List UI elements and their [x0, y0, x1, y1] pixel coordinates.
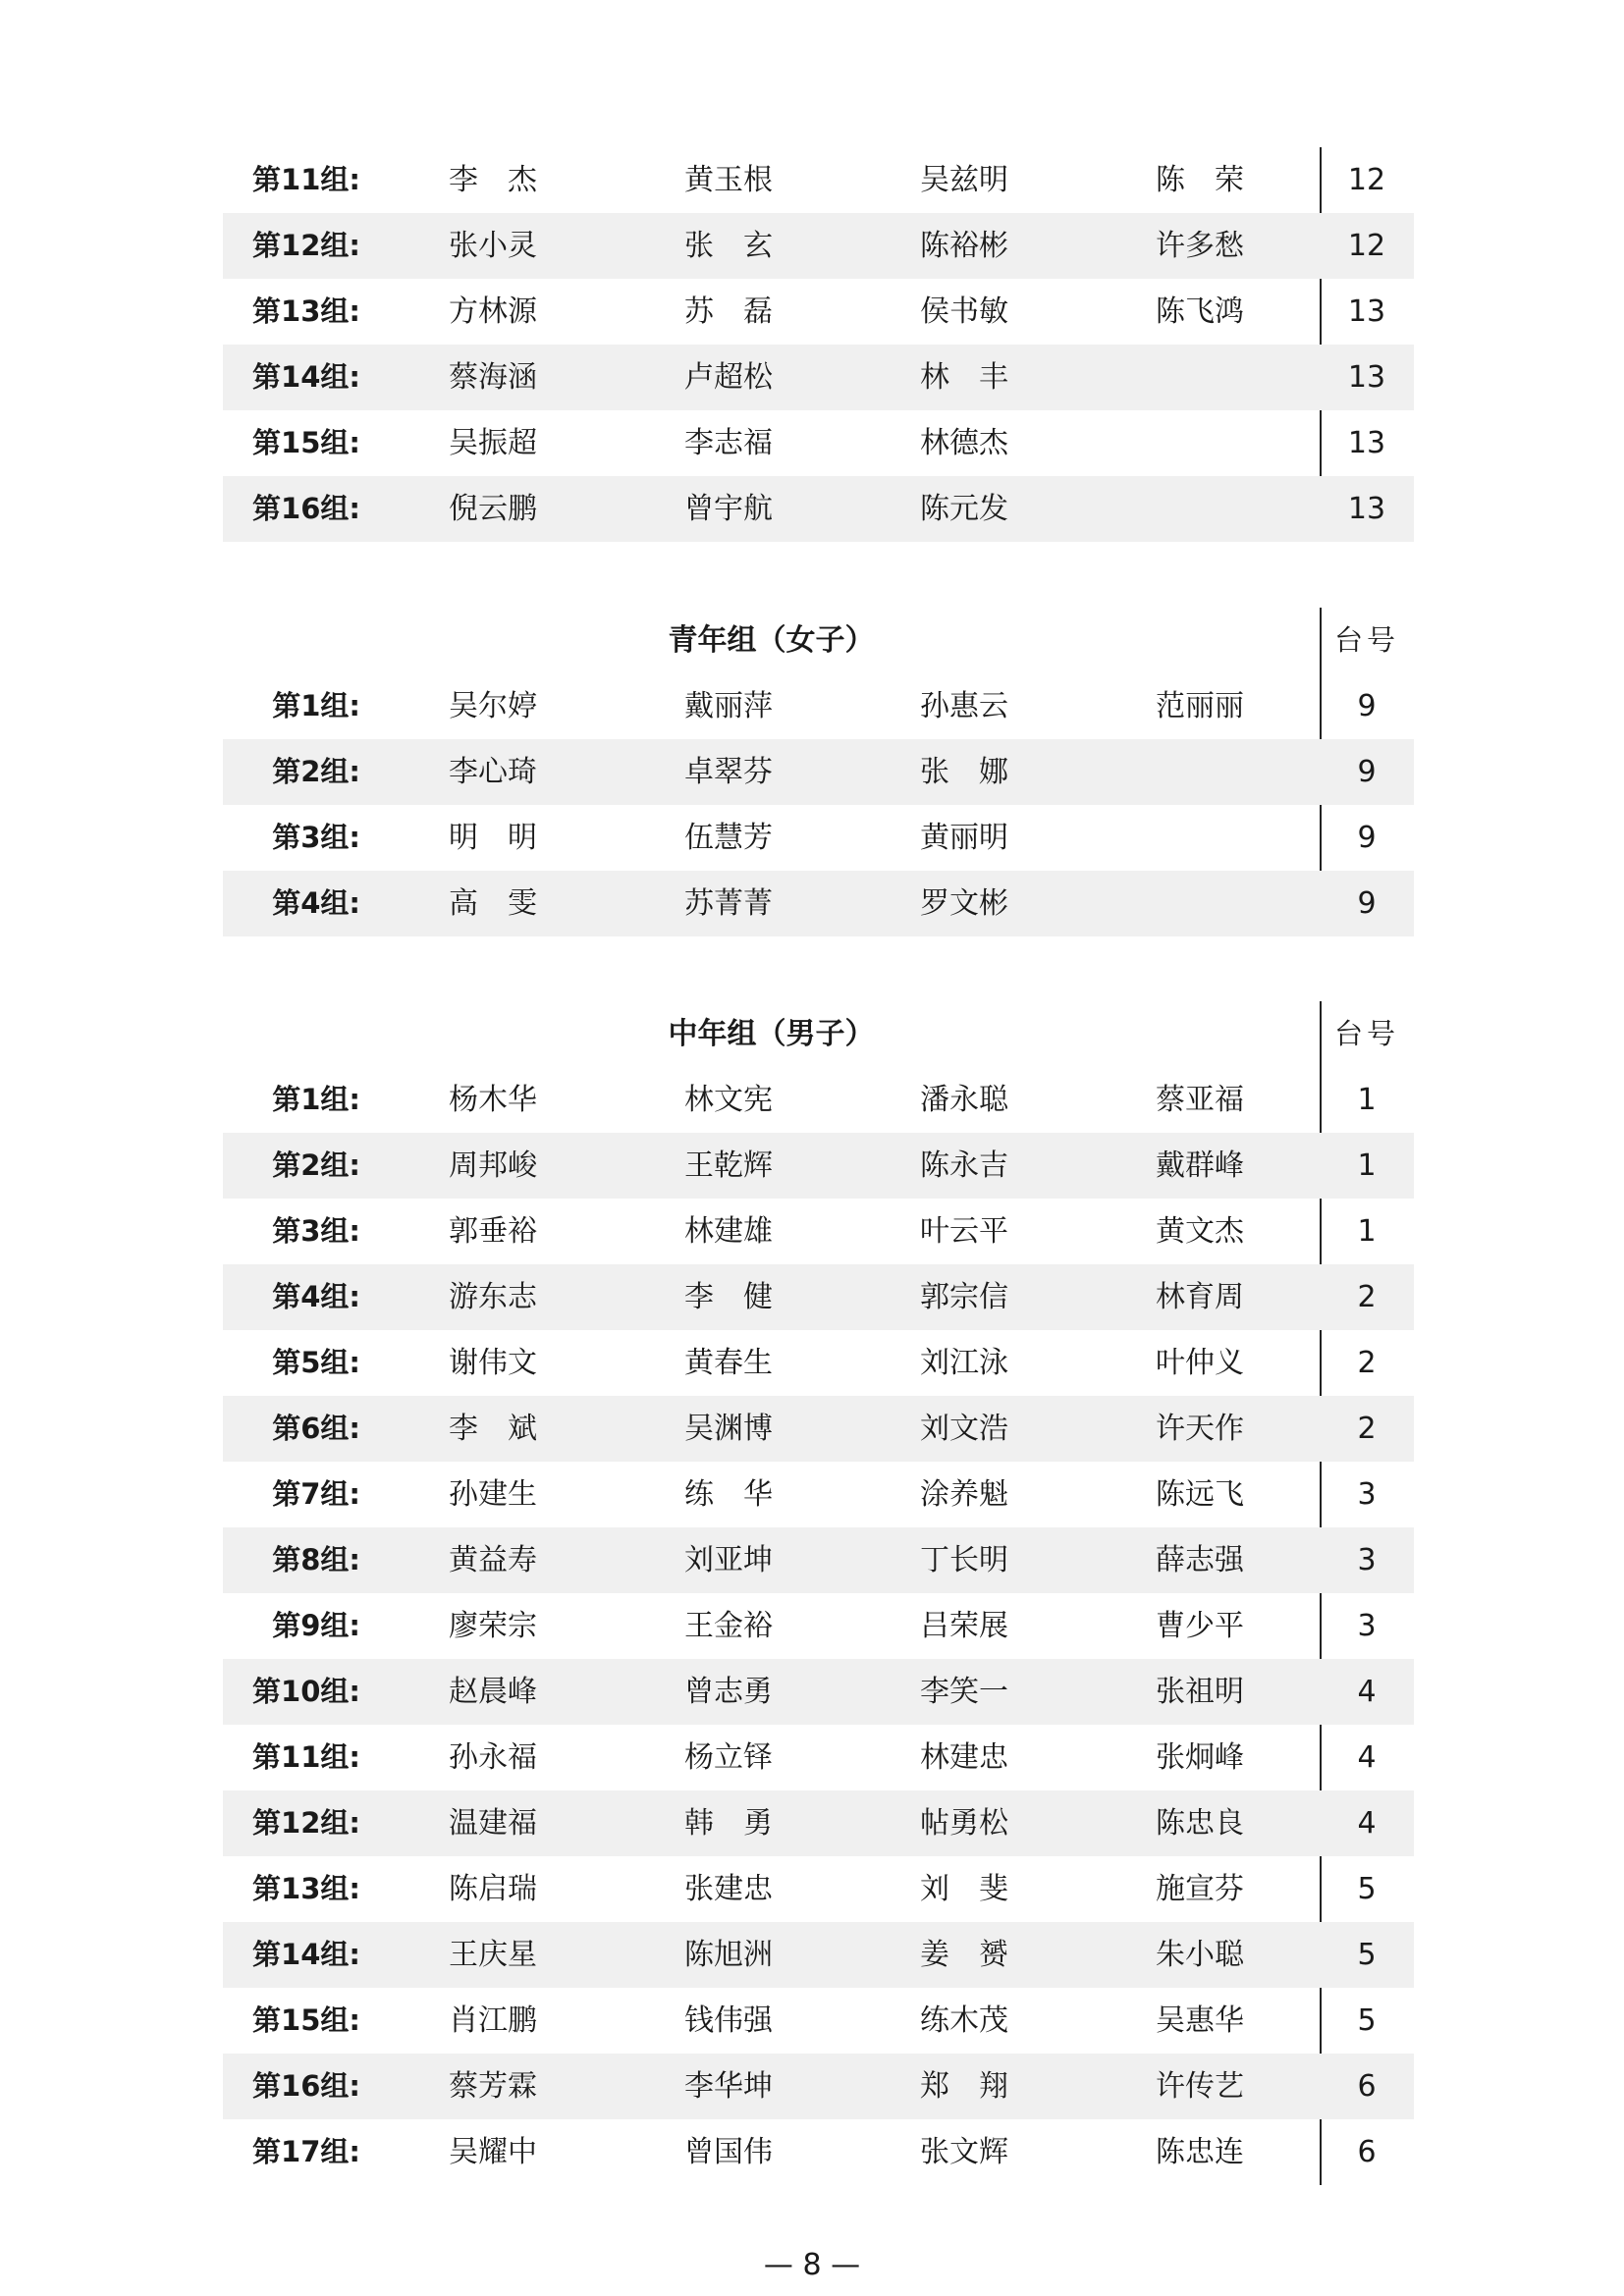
player-name: 杨立铎: [684, 1740, 773, 1775]
player-name: 张小灵: [449, 229, 537, 263]
player-name: 黄文杰: [1156, 1214, 1244, 1249]
group-label: 第7组:: [272, 1477, 360, 1511]
player-name: 曾国伟: [684, 2135, 773, 2169]
group-label: 第16组:: [252, 492, 360, 525]
player-name: 张 娜: [920, 755, 1008, 789]
group-label: 第10组:: [252, 1675, 360, 1708]
player-name: 温建福: [449, 1806, 537, 1841]
table-number-header: 台号: [1333, 623, 1399, 657]
player-name: 张 玄: [684, 229, 773, 263]
player-name: 孙永福: [449, 1740, 537, 1775]
table-number: 4: [1357, 1740, 1377, 1775]
group-label: 第14组:: [252, 360, 360, 394]
player-name: 陈启瑞: [449, 1872, 537, 1906]
table-row: [223, 1856, 1414, 1922]
group-label: 第9组:: [272, 1609, 360, 1642]
table-row: [223, 147, 1414, 213]
table-number: 13: [1347, 492, 1386, 526]
table-row: [223, 1725, 1414, 1790]
player-name: 曾宇航: [684, 492, 773, 526]
group-label: 第2组:: [272, 1148, 360, 1182]
group-label: 第15组:: [252, 2003, 360, 2037]
player-name: 许多愁: [1156, 229, 1244, 263]
player-name: 倪云鹏: [449, 492, 537, 526]
player-name: 陈 荣: [1156, 163, 1244, 197]
player-name: 薛志强: [1156, 1543, 1244, 1577]
table-row: [223, 1462, 1414, 1527]
table-number-header: 台号: [1333, 1017, 1399, 1050]
player-name: 刘文浩: [920, 1412, 1008, 1446]
player-name: 曹少平: [1156, 1609, 1244, 1643]
table-row: [223, 2054, 1414, 2119]
table-number: 5: [1357, 2003, 1377, 2038]
table-row: [223, 1133, 1414, 1199]
player-name: 陈裕彬: [920, 229, 1008, 263]
table-number: 12: [1347, 229, 1386, 263]
table-row: [223, 279, 1414, 345]
player-name: 卓翠芬: [684, 755, 773, 789]
player-name: 廖荣宗: [449, 1609, 537, 1643]
player-name: 吴耀中: [449, 2135, 537, 2169]
player-name: 蔡亚福: [1156, 1083, 1244, 1117]
section-title: 青年组（女子）: [668, 623, 875, 658]
table-number: 4: [1357, 1675, 1377, 1709]
table-number: 3: [1357, 1609, 1377, 1643]
table-row: [223, 476, 1414, 542]
player-name: 范丽丽: [1156, 689, 1244, 723]
table-row: [223, 2119, 1414, 2185]
table-number: 3: [1357, 1543, 1377, 1577]
player-name: 黄丽明: [920, 821, 1008, 855]
player-name: 苏 磊: [684, 294, 773, 329]
group-label: 第3组:: [272, 821, 360, 854]
table-row: [223, 213, 1414, 279]
player-name: 丁长明: [920, 1543, 1008, 1577]
player-name: 吕荣展: [920, 1609, 1008, 1643]
table-row: [223, 345, 1414, 410]
player-name: 黄玉根: [684, 163, 773, 197]
table-number: 12: [1347, 163, 1386, 197]
table-number: 6: [1357, 2135, 1377, 2169]
table-number: 9: [1357, 886, 1377, 921]
group-label: 第6组:: [272, 1412, 360, 1445]
table-number: 1: [1357, 1214, 1377, 1249]
group-label: 第12组:: [252, 229, 360, 262]
player-name: 朱小聪: [1156, 1938, 1244, 1972]
player-name: 郑 翔: [920, 2069, 1008, 2104]
table-row: [223, 1264, 1414, 1330]
player-name: 王庆星: [449, 1938, 537, 1972]
table-row: [223, 1593, 1414, 1659]
player-name: 陈忠良: [1156, 1806, 1244, 1841]
player-name: 李 斌: [449, 1412, 537, 1446]
table-number: 1: [1357, 1148, 1377, 1183]
player-name: 李笑一: [920, 1675, 1008, 1709]
table-number: 2: [1357, 1412, 1377, 1446]
table-number: 2: [1357, 1280, 1377, 1314]
table-number: 5: [1357, 1872, 1377, 1906]
player-name: 孙建生: [449, 1477, 537, 1512]
group-label: 第12组:: [252, 1806, 360, 1840]
player-name: 戴丽萍: [684, 689, 773, 723]
table-row: [223, 1330, 1414, 1396]
player-name: 许天作: [1156, 1412, 1244, 1446]
player-name: 林德杰: [920, 426, 1008, 460]
player-name: 明 明: [449, 821, 537, 855]
table-number: 9: [1357, 755, 1377, 789]
table-row: [223, 1922, 1414, 1988]
player-name: 林 丰: [920, 360, 1008, 395]
group-label: 第4组:: [272, 1280, 360, 1313]
group-label: 第14组:: [252, 1938, 360, 1971]
player-name: 游东志: [449, 1280, 537, 1314]
group-label: 第5组:: [272, 1346, 360, 1379]
group-label: 第1组:: [272, 1083, 360, 1116]
player-name: 戴群峰: [1156, 1148, 1244, 1183]
section-title: 中年组（男子）: [668, 1017, 875, 1051]
player-name: 陈元发: [920, 492, 1008, 526]
table-number: 13: [1347, 294, 1386, 329]
table-number: 13: [1347, 426, 1386, 460]
player-name: 孙惠云: [920, 689, 1008, 723]
player-name: 卢超松: [684, 360, 773, 395]
table-number: 5: [1357, 1938, 1377, 1972]
group-label: 第2组:: [272, 755, 360, 788]
group-label: 第15组:: [252, 426, 360, 459]
player-name: 陈飞鸿: [1156, 294, 1244, 329]
table-row: [223, 1988, 1414, 2054]
table-row: [223, 673, 1414, 739]
table-row: [223, 739, 1414, 805]
player-name: 练 华: [684, 1477, 773, 1512]
table-number: 2: [1357, 1346, 1377, 1380]
player-name: 韩 勇: [684, 1806, 773, 1841]
player-name: 赵晨峰: [449, 1675, 537, 1709]
player-name: 郭宗信: [920, 1280, 1008, 1314]
player-name: 吴兹明: [920, 163, 1008, 197]
section-middle-aged-men: [223, 1001, 1414, 2185]
table-number: 9: [1357, 689, 1377, 723]
player-name: 王金裕: [684, 1609, 773, 1643]
player-name: 林建忠: [920, 1740, 1008, 1775]
player-name: 肖江鹏: [449, 2003, 537, 2038]
player-name: 陈旭洲: [684, 1938, 773, 1972]
player-name: 黄益寿: [449, 1543, 537, 1577]
section-header: [223, 608, 1414, 673]
page-number: — 8 —: [763, 2248, 861, 2282]
table-number: 4: [1357, 1806, 1377, 1841]
player-name: 许传艺: [1156, 2069, 1244, 2104]
player-name: 张祖明: [1156, 1675, 1244, 1709]
group-label: 第11组:: [252, 1740, 360, 1774]
player-name: 叶云平: [920, 1214, 1008, 1249]
player-name: 刘 斐: [920, 1872, 1008, 1906]
player-name: 张建忠: [684, 1872, 773, 1906]
player-name: 涂养魁: [920, 1477, 1008, 1512]
player-name: 苏菁菁: [684, 886, 773, 921]
section-continued: [223, 147, 1414, 542]
group-label: 第13组:: [252, 1872, 360, 1905]
player-name: 黄春生: [684, 1346, 773, 1380]
player-name: 吴惠华: [1156, 2003, 1244, 2038]
table-row: [223, 1396, 1414, 1462]
player-name: 吴尔婷: [449, 689, 537, 723]
player-name: 高 雯: [449, 886, 537, 921]
section-youth-women: [223, 608, 1414, 936]
player-name: 曾志勇: [684, 1675, 773, 1709]
player-name: 刘亚坤: [684, 1543, 773, 1577]
player-name: 林文宪: [684, 1083, 773, 1117]
table-number: 9: [1357, 821, 1377, 855]
table-row: [223, 1199, 1414, 1264]
schedule-page: [223, 147, 1414, 2185]
player-name: 侯书敏: [920, 294, 1008, 329]
player-name: 练木茂: [920, 2003, 1008, 2038]
player-name: 伍慧芳: [684, 821, 773, 855]
section-header: [223, 1001, 1414, 1067]
player-name: 蔡海涵: [449, 360, 537, 395]
player-name: 李志福: [684, 426, 773, 460]
player-name: 郭垂裕: [449, 1214, 537, 1249]
player-name: 林建雄: [684, 1214, 773, 1249]
player-name: 李 健: [684, 1280, 773, 1314]
player-name: 叶仲义: [1156, 1346, 1244, 1380]
group-label: 第1组:: [272, 689, 360, 722]
player-name: 帖勇松: [920, 1806, 1008, 1841]
group-label: 第17组:: [252, 2135, 360, 2168]
player-name: 施宣芬: [1156, 1872, 1244, 1906]
player-name: 潘永聪: [920, 1083, 1008, 1117]
player-name: 张炯峰: [1156, 1740, 1244, 1775]
table-number: 3: [1357, 1477, 1377, 1512]
player-name: 吴振超: [449, 426, 537, 460]
group-label: 第16组:: [252, 2069, 360, 2103]
player-name: 陈远飞: [1156, 1477, 1244, 1512]
group-label: 第3组:: [272, 1214, 360, 1248]
player-name: 罗文彬: [920, 886, 1008, 921]
player-name: 林育周: [1156, 1280, 1244, 1314]
player-name: 姜 赟: [920, 1938, 1008, 1972]
table-number: 6: [1357, 2069, 1377, 2104]
player-name: 谢伟文: [449, 1346, 537, 1380]
group-label: 第11组:: [252, 163, 360, 196]
table-number: 13: [1347, 360, 1386, 395]
group-label: 第13组:: [252, 294, 360, 328]
player-name: 陈忠连: [1156, 2135, 1244, 2169]
table-row: [223, 1067, 1414, 1133]
table-row: [223, 871, 1414, 936]
table-row: [223, 1790, 1414, 1856]
table-row: [223, 410, 1414, 476]
player-name: 陈永吉: [920, 1148, 1008, 1183]
player-name: 李华坤: [684, 2069, 773, 2104]
player-name: 吴渊博: [684, 1412, 773, 1446]
group-label: 第8组:: [272, 1543, 360, 1576]
player-name: 蔡芳霖: [449, 2069, 537, 2104]
player-name: 周邦峻: [449, 1148, 537, 1183]
table-row: [223, 805, 1414, 871]
player-name: 方林源: [449, 294, 537, 329]
player-name: 钱伟强: [684, 2003, 773, 2038]
player-name: 李心琦: [449, 755, 537, 789]
player-name: 张文辉: [920, 2135, 1008, 2169]
player-name: 李 杰: [449, 163, 537, 197]
table-row: [223, 1527, 1414, 1593]
table-number: 1: [1357, 1083, 1377, 1117]
player-name: 刘江泳: [920, 1346, 1008, 1380]
player-name: 王乾辉: [684, 1148, 773, 1183]
group-label: 第4组:: [272, 886, 360, 920]
table-row: [223, 1659, 1414, 1725]
player-name: 杨木华: [449, 1083, 537, 1117]
